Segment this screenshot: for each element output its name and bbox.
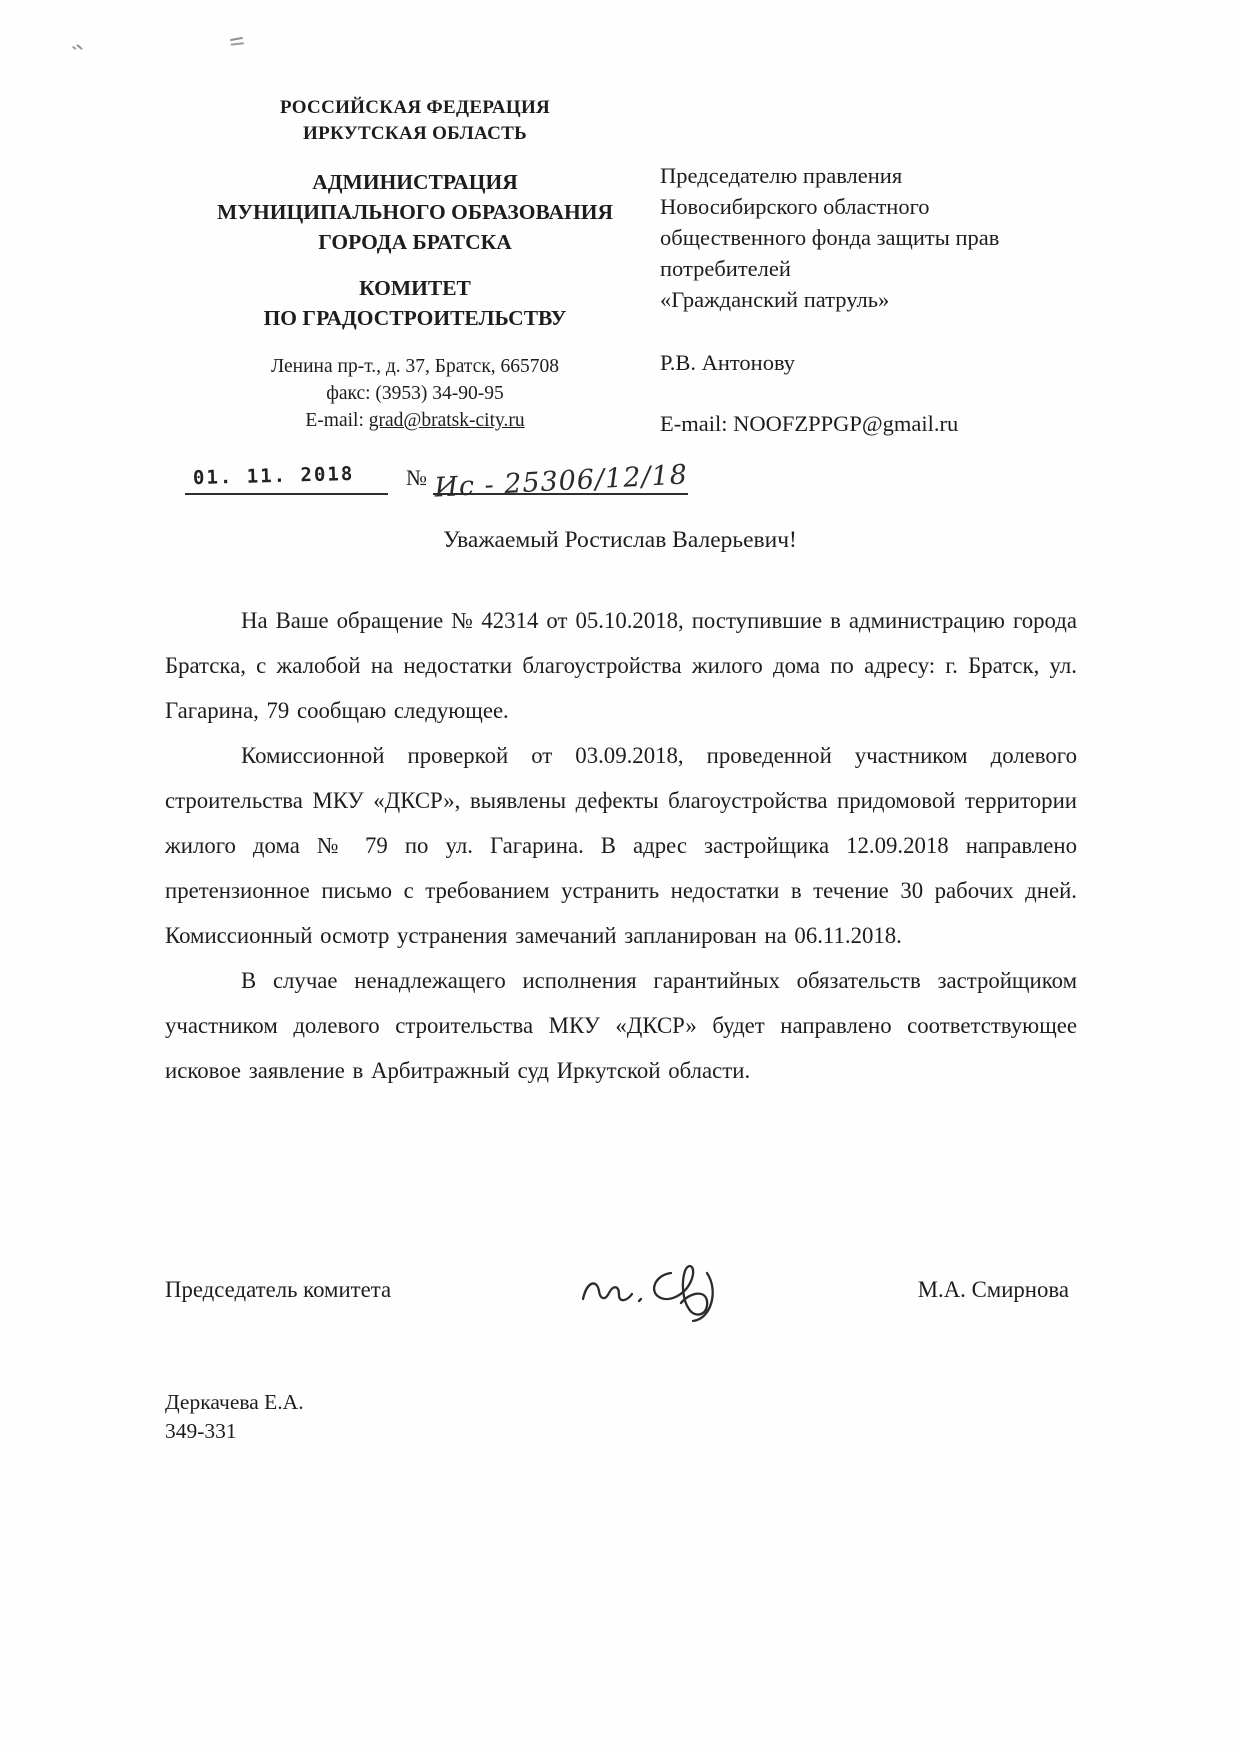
letterhead-email: grad@bratsk-city.ru (368, 410, 525, 431)
letterhead-org-line: ГОРОДА БРАТСКА (318, 230, 512, 254)
recipient-line: потребителей (660, 256, 791, 281)
letterhead-org-line: АДМИНИСТРАЦИЯ (312, 170, 518, 194)
letterhead (185, 95, 645, 434)
handwritten-signature (575, 1247, 755, 1337)
scan-artifact (76, 44, 83, 50)
executor-block (165, 1388, 304, 1446)
executor-name: Деркачева Е.А. (165, 1390, 304, 1414)
letterhead-country: РОССИЙСКАЯ ФЕДЕРАЦИЯ (279, 97, 551, 118)
body-paragraph: В случае ненадлежащего исполнения гарантийных обязательств застройщиком участником долевого строительства МКУ «ДКСР» будет направлено соответствующее исковое заявление в Арбитражный суд Иркутской области. (165, 968, 1077, 1083)
letterhead-region: ИРКУТСКАЯ ОБЛАСТЬ (303, 123, 527, 144)
recipient-name: Р.В. Антонову (660, 350, 796, 375)
signature-scribble-icon (575, 1247, 755, 1331)
letterhead-address: Ленина пр-т., д. 37, Братск, 665708 (270, 356, 560, 377)
body-paragraph: На Ваше обращение № 42314 от 05.10.2018, поступившие в администрацию города Братска, с жалобой на недостатки благоустройства жилого дома по адресу: г. Братск, ул. Гагарина, 79 сообщаю следующее. (165, 608, 1077, 723)
signer-name: М.А. Смирнова (917, 1277, 1069, 1302)
recipient-line: Председателю правления (660, 163, 903, 188)
letterhead-committee-line: ПО ГРАДОСТРОИТЕЛЬСТВУ (263, 306, 567, 330)
letter-body (165, 598, 1077, 1093)
salutation: Уважаемый Ростислав Валерьевич! (443, 527, 797, 553)
letterhead-committee-line: КОМИТЕТ (359, 276, 471, 300)
recipient-block (660, 160, 1070, 439)
scan-artifact (230, 37, 243, 41)
email-label: E-mail: (305, 410, 364, 431)
letterhead-email-line (185, 407, 645, 434)
letterhead-fax: факс: (3953) 34-90-95 (326, 383, 504, 404)
signature-title: Председатель комитета (165, 1277, 392, 1302)
reference-line (185, 459, 705, 508)
letterhead-org-line: МУНИЦИПАЛЬНОГО ОБРАЗОВАНИЯ (216, 200, 613, 224)
number-field (433, 459, 689, 504)
executor-phone: 349-331 (165, 1419, 237, 1443)
recipient-line: Новосибирского областного (660, 194, 930, 219)
signature-block (165, 1245, 1077, 1335)
number-label: № (406, 465, 427, 490)
recipient-line: «Гражданский патруль» (660, 287, 890, 312)
date-field (185, 462, 388, 495)
recipient-email: E-mail: NOOFZPPGP@gmail.ru (660, 411, 959, 436)
handwritten-number: Ис - 25306/12/18 (433, 459, 689, 504)
date-stamp: 01. 11. 2018 (192, 462, 355, 490)
recipient-line: общественного фонда защиты прав (660, 225, 1000, 250)
body-paragraph: Комиссионной проверкой от 03.09.2018, проведенной участником долевого строительства МКУ «ДКСР», выявлены дефекты благоустройства придомовой территории жилого дома № 79 по ул. Гагарина. В адрес застройщика 12.09.2018 направлено претензионное письмо с требованием устранить недостатки в течение 30 рабочих дней. Комиссионный осмотр устранения замечаний запланирован на 06.11.2018. (165, 743, 1077, 948)
